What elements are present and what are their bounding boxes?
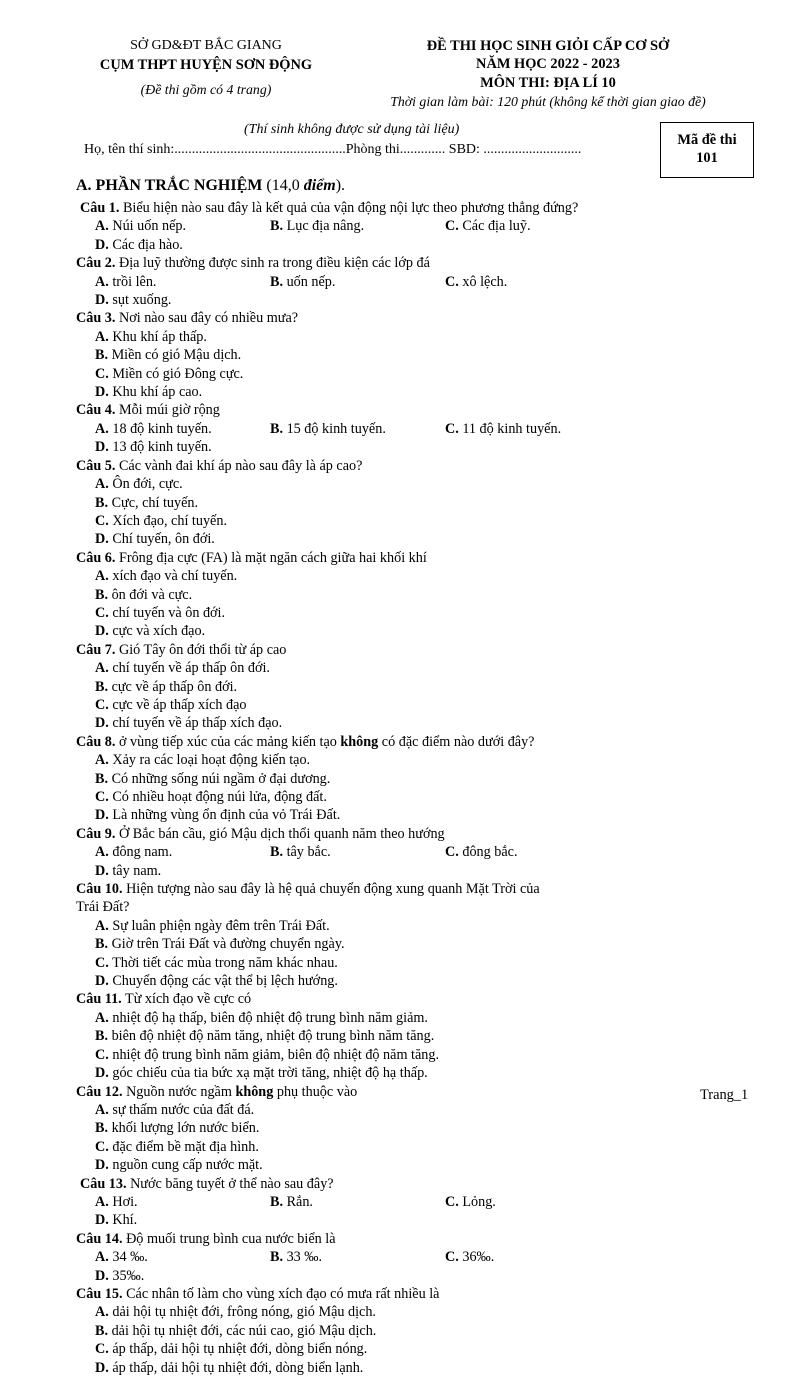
- option-text: Có những sống núi ngầm ở đại dương.: [108, 770, 331, 787]
- answer-options: [76, 273, 766, 310]
- question-item: [76, 1175, 766, 1230]
- question-number: Câu 4.: [76, 402, 116, 419]
- answer-option: [95, 1303, 745, 1321]
- option-text: Thời tiết các mùa trong năm khác nhau.: [108, 954, 338, 971]
- answer-option: [95, 843, 270, 861]
- option-label: A.: [95, 1101, 109, 1118]
- option-label: B.: [270, 1193, 284, 1210]
- question-text: Nơi nào sau đây có nhiều mưa?: [115, 310, 299, 327]
- question-list: [76, 199, 766, 1377]
- question-number: Câu 1.: [80, 200, 120, 216]
- option-label: A.: [95, 752, 109, 769]
- question-number: Câu 6.: [76, 549, 116, 566]
- answer-option: [95, 567, 445, 585]
- option-label: B.: [270, 218, 284, 235]
- option-text: Khu khí áp cao.: [108, 384, 203, 401]
- option-label: A.: [95, 844, 109, 861]
- option-text: 35‰.: [108, 1267, 145, 1284]
- answer-options: [76, 1248, 766, 1285]
- question-stem: [76, 457, 766, 475]
- answer-option: [95, 659, 445, 677]
- answer-option: [95, 1193, 270, 1211]
- question-text: Ở Bắc bán cầu, gió Mậu dịch thổi quanh năm theo hướng: [115, 825, 445, 842]
- option-text: 11 độ kinh tuyến.: [458, 420, 562, 437]
- option-text: 18 độ kinh tuyến.: [108, 420, 212, 437]
- option-text: Hơi.: [108, 1193, 138, 1210]
- answer-options: [76, 659, 766, 733]
- question-item: [76, 641, 766, 733]
- department-name: SỞ GD&ĐT BẮC GIANG: [130, 38, 282, 53]
- page-number: Trang_1: [700, 1087, 749, 1103]
- answer-option: [445, 420, 620, 438]
- page-count-note: (Đề thi gồm có 4 trang): [140, 81, 272, 97]
- option-label: A.: [95, 420, 109, 437]
- option-text: khối lượng lớn nước biển.: [108, 1120, 260, 1137]
- question-stem: [76, 1083, 766, 1101]
- answer-option: [95, 1101, 445, 1119]
- option-text: Chí tuyến, ôn đới.: [108, 531, 215, 548]
- answer-option: [95, 1340, 745, 1358]
- answer-option: [95, 935, 745, 953]
- option-text: cực và xích đạo.: [108, 623, 206, 640]
- answer-option: [95, 1322, 745, 1340]
- question-number: Câu 14.: [76, 1230, 123, 1247]
- answer-option: [95, 678, 445, 696]
- answer-option: [95, 622, 445, 640]
- option-text: chí tuyến và ôn đới.: [108, 604, 226, 621]
- answer-option: [270, 420, 445, 438]
- option-text: tây bắc.: [283, 844, 331, 861]
- answer-options: [76, 1009, 766, 1083]
- option-label: B.: [270, 420, 284, 437]
- answer-options: [76, 328, 766, 402]
- answer-options: [76, 751, 766, 825]
- option-text: đặc điểm bề mặt địa hình.: [108, 1138, 259, 1155]
- question-item: [76, 1230, 766, 1285]
- school-year: NĂM HỌC 2022 - 2023: [476, 56, 620, 73]
- answer-option: [95, 512, 445, 530]
- option-label: A.: [95, 1249, 109, 1266]
- option-text: xô lệch.: [458, 273, 508, 290]
- exam-title: ĐỀ THI HỌC SINH GIỎI CẤP CƠ SỞ: [426, 38, 670, 54]
- option-label: B.: [95, 1028, 109, 1045]
- option-label: A.: [95, 568, 109, 585]
- points-open: (14,0: [262, 177, 304, 194]
- option-text: Các địa hào.: [108, 236, 183, 253]
- option-label: C.: [445, 1249, 459, 1266]
- answer-option: [95, 291, 270, 309]
- answer-option: [95, 751, 745, 769]
- question-stem: [76, 1175, 766, 1193]
- option-label: B.: [270, 273, 284, 290]
- answer-option: [270, 843, 445, 861]
- header-left: [70, 37, 342, 99]
- no-documents-note: (Thí sinh không được sử dụng tài liệu): [244, 122, 460, 137]
- option-label: D.: [95, 1267, 109, 1284]
- answer-option: [95, 1211, 270, 1229]
- answer-option: [95, 217, 270, 235]
- question-emphasis: không: [235, 1083, 274, 1100]
- points-close: ).: [335, 177, 346, 194]
- time-limit: Thời gian làm bài: 120 phút (không kể thời gian giao đề): [390, 94, 706, 110]
- option-label: D.: [95, 715, 109, 732]
- answer-option: [270, 1193, 445, 1211]
- answer-option: [95, 954, 745, 972]
- question-item: [76, 825, 766, 880]
- answer-option: [95, 1248, 270, 1266]
- option-label: A.: [95, 660, 109, 677]
- question-number: Câu 11.: [76, 991, 122, 1008]
- option-text: sự thấm nước của đất đá.: [108, 1101, 255, 1118]
- answer-option: [270, 273, 445, 291]
- question-item: [76, 549, 766, 641]
- question-text: Mỗi múi giờ rộng: [115, 402, 220, 419]
- candidate-info-line: Họ, tên thí sinh:.................................................Phòng thi............. SBD: ............................: [84, 142, 582, 157]
- question-number: Câu 9.: [76, 825, 116, 842]
- option-label: C.: [95, 1341, 109, 1358]
- option-text: nhiệt độ hạ thấp, biên độ nhiệt độ trung bình năm giảm.: [108, 1009, 428, 1026]
- option-label: C.: [95, 1046, 109, 1063]
- option-label: C.: [445, 420, 459, 437]
- answer-option: [95, 1359, 745, 1377]
- question-text: Hiện tượng nào sau đây là hệ quả chuyển động xung quanh Mặt Trời của: [122, 881, 540, 898]
- option-label: D.: [95, 862, 109, 879]
- answer-options: [76, 1303, 766, 1377]
- answer-options: [76, 475, 766, 549]
- option-label: D.: [95, 439, 109, 456]
- option-text: cực về áp thấp xích đạo: [108, 696, 247, 713]
- question-text: Độ muối trung bình cua nước biển là: [122, 1230, 336, 1247]
- option-text: dải hội tụ nhiệt đới, các núi cao, gió Mậu dịch.: [108, 1322, 377, 1339]
- option-text: đông bắc.: [458, 844, 518, 861]
- option-text: Các địa luỹ.: [458, 218, 531, 235]
- answer-option: [95, 1009, 745, 1027]
- section-title: A. PHẦN TRẮC NGHIỆM: [76, 177, 263, 194]
- option-label: A.: [95, 328, 109, 345]
- answer-option: [95, 236, 270, 254]
- option-label: B.: [95, 770, 109, 787]
- question-number: Câu 8.: [76, 733, 116, 750]
- question-text: Nước băng tuyết ở thể nào sau đây?: [126, 1175, 334, 1192]
- answer-option: [95, 1027, 745, 1045]
- answer-options: [76, 843, 766, 880]
- question-stem: [76, 880, 766, 898]
- answer-option: [95, 862, 270, 880]
- option-label: A.: [95, 218, 109, 235]
- question-stem: [76, 641, 766, 659]
- question-text: Các nhân tố làm cho vùng xích đạo có mưa rất nhiều là: [122, 1285, 440, 1302]
- answer-option: [445, 1193, 620, 1211]
- option-text: đông nam.: [108, 844, 173, 861]
- answer-option: [95, 1046, 745, 1064]
- option-label: A.: [95, 1009, 109, 1026]
- option-label: A.: [95, 1304, 109, 1321]
- answer-option: [95, 346, 445, 364]
- question-number: Câu 7.: [76, 641, 116, 658]
- answer-options: [76, 917, 766, 991]
- answer-option: [445, 843, 620, 861]
- answer-option: [95, 1064, 745, 1082]
- option-text: Khu khí áp thấp.: [108, 328, 207, 345]
- header-right: [352, 37, 744, 112]
- option-text: xích đạo và chí tuyến.: [108, 568, 238, 585]
- option-text: biên độ nhiệt độ năm tăng, nhiệt độ trung bình năm tăng.: [108, 1028, 435, 1045]
- question-stem-continued: Trái Đất?: [76, 899, 130, 916]
- option-text: Miền có gió Mậu dịch.: [108, 347, 242, 364]
- cluster-name: CỤM THPT HUYỆN SƠN ĐỘNG: [99, 57, 313, 74]
- option-label: D.: [95, 292, 109, 309]
- option-text: Miền có gió Đông cực.: [108, 365, 244, 382]
- question-text: Frông địa cực (FA) là mặt ngăn cách giữa hai khối khí: [115, 549, 427, 566]
- option-label: C.: [445, 218, 459, 235]
- answer-option: [95, 806, 745, 824]
- answer-option: [95, 383, 445, 401]
- question-item: [76, 880, 766, 990]
- question-text: Biểu hiện nào sau đây là kết quả của vận động nội lực theo phương thẳng đứng?: [119, 200, 579, 216]
- option-label: D.: [95, 1065, 109, 1082]
- option-label: B.: [95, 586, 109, 603]
- option-label: D.: [95, 1157, 109, 1174]
- answer-option: [95, 1267, 270, 1285]
- answer-option: [95, 365, 445, 383]
- option-text: Lục địa nâng.: [283, 218, 365, 235]
- option-text: chí tuyến về áp thấp ôn đới.: [108, 660, 270, 677]
- option-text: 36‰.: [458, 1249, 495, 1266]
- answer-option: [445, 273, 620, 291]
- option-text: trồi lên.: [108, 273, 157, 290]
- question-number: Câu 10.: [76, 881, 123, 898]
- option-label: C.: [445, 273, 459, 290]
- option-label: B.: [95, 678, 109, 695]
- answer-options: [76, 567, 766, 641]
- option-label: D.: [95, 1212, 109, 1229]
- question-emphasis: không: [340, 733, 379, 750]
- question-text: ở vùng tiếp xúc của các mảng kiến tạo: [115, 733, 341, 750]
- answer-options: [76, 1193, 766, 1230]
- option-label: A.: [95, 1193, 109, 1210]
- option-text: góc chiếu của tia bức xạ mặt trời tăng, nhiệt độ hạ thấp.: [108, 1065, 428, 1082]
- option-text: Lỏng.: [458, 1193, 496, 1210]
- option-label: B.: [270, 1249, 284, 1266]
- option-text: Xích đạo, chí tuyến.: [108, 512, 227, 529]
- option-label: D.: [95, 807, 109, 824]
- answer-options: [76, 217, 766, 254]
- answer-option: [95, 328, 445, 346]
- exam-code-label: Mã đề thi: [677, 132, 737, 148]
- question-stem: [76, 254, 766, 272]
- section-points: [262, 177, 345, 194]
- question-number: Câu 13.: [80, 1175, 127, 1192]
- option-label: A.: [95, 273, 109, 290]
- question-stem: [76, 309, 766, 327]
- answer-options: [76, 1101, 766, 1175]
- option-label: C.: [445, 1193, 459, 1210]
- question-stem: [76, 1230, 766, 1248]
- answer-option: [95, 438, 270, 456]
- exam-code-box: [660, 122, 754, 178]
- question-item: [76, 457, 766, 549]
- option-text: Ôn đới, cực.: [108, 476, 183, 493]
- option-label: D.: [95, 973, 109, 990]
- answer-option: [95, 917, 745, 935]
- question-text: Gió Tây ôn đới thổi từ áp cao: [115, 641, 287, 658]
- section-heading: [76, 177, 345, 195]
- answer-option: [95, 770, 745, 788]
- question-item: [76, 733, 766, 825]
- option-text: Xảy ra các loại hoạt động kiến tạo.: [108, 752, 311, 769]
- question-stem: [76, 549, 766, 567]
- question-number: Câu 2.: [76, 255, 116, 272]
- exam-code-value: 101: [696, 150, 718, 166]
- option-label: C.: [95, 789, 109, 805]
- option-text: tây nam.: [108, 862, 162, 879]
- option-text: Khí.: [108, 1212, 138, 1229]
- option-label: C.: [95, 604, 109, 621]
- option-label: B.: [95, 347, 109, 364]
- option-text: Núi uốn nếp.: [108, 218, 187, 235]
- question-item: [76, 199, 766, 254]
- option-label: D.: [95, 623, 109, 640]
- option-label: A.: [95, 476, 109, 493]
- question-text: Từ xích đạo về cực có: [121, 991, 252, 1008]
- points-unit: điểm: [303, 177, 336, 194]
- option-label: B.: [95, 494, 109, 511]
- option-text: nhiệt độ trung bình năm giảm, biên độ nhiệt độ năm tăng.: [108, 1046, 439, 1063]
- question-text: Địa luỹ thường được sinh ra trong điều kiện các lớp đá: [115, 255, 430, 272]
- option-text: Cực, chí tuyến.: [108, 494, 199, 511]
- question-text-end: phụ thuộc vào: [273, 1083, 358, 1100]
- option-label: D.: [95, 236, 109, 253]
- option-label: C.: [95, 365, 109, 382]
- answer-option: [270, 1248, 445, 1266]
- option-text: chí tuyến về áp thấp xích đạo.: [108, 715, 283, 732]
- option-label: C.: [95, 1138, 109, 1155]
- question-text-end: có đặc điểm nào dưới đây?: [378, 733, 535, 750]
- answer-option: [95, 475, 445, 493]
- option-label: D.: [95, 384, 109, 401]
- option-text: cực về áp thấp ôn đới.: [108, 678, 238, 695]
- question-stem: [76, 990, 766, 1008]
- option-text: Sự luân phiện ngày đêm trên Trái Đất.: [108, 917, 330, 934]
- question-number: Câu 5.: [76, 457, 116, 474]
- answer-option: [95, 696, 445, 714]
- answer-options: [76, 420, 766, 457]
- answer-option: [95, 586, 445, 604]
- answer-option: [445, 217, 620, 235]
- answer-option: [95, 420, 270, 438]
- subject-title: MÔN THI: ĐỊA LÍ 10: [480, 74, 616, 91]
- option-label: C.: [95, 512, 109, 529]
- question-number: Câu 15.: [76, 1285, 123, 1302]
- option-label: D.: [95, 1359, 109, 1376]
- answer-option: [95, 1156, 445, 1174]
- option-label: B.: [95, 936, 109, 953]
- option-label: C.: [95, 696, 109, 713]
- option-text: 33 ‰.: [283, 1249, 323, 1266]
- question-stem: [76, 733, 766, 751]
- question-item: [76, 309, 766, 401]
- answer-option: [95, 1119, 445, 1137]
- question-number: Câu 3.: [76, 310, 116, 327]
- option-label: C.: [445, 844, 459, 861]
- option-text: áp thấp, dải hội tụ nhiệt đới, dòng biển lạnh.: [108, 1359, 364, 1376]
- question-item: [76, 1285, 766, 1377]
- answer-option: [95, 530, 445, 548]
- option-label: B.: [95, 1120, 109, 1137]
- question-item: [76, 990, 766, 1082]
- question-text: Các vành đai khí áp nào sau đây là áp cao?: [115, 457, 363, 474]
- option-text: 13 độ kinh tuyến.: [108, 439, 212, 456]
- option-text: nguồn cung cấp nước mặt.: [108, 1157, 263, 1174]
- question-text: Nguồn nước ngầm: [122, 1083, 236, 1100]
- question-stem: [76, 401, 766, 419]
- answer-option: [95, 494, 445, 512]
- question-stem: [76, 1285, 766, 1303]
- option-text: áp thấp, dải hội tụ nhiệt đới, dòng biển nóng.: [108, 1341, 368, 1358]
- answer-option: [445, 1248, 620, 1266]
- answer-option: [270, 217, 445, 235]
- question-item: [76, 401, 766, 456]
- option-label: D.: [95, 531, 109, 548]
- option-text: 34 ‰.: [108, 1249, 148, 1266]
- question-stem: [76, 199, 766, 217]
- question-number: Câu 12.: [76, 1083, 123, 1100]
- option-label: B.: [95, 1322, 109, 1339]
- question-stem: [76, 825, 766, 843]
- option-text: Chuyển động các vật thể bị lệch hướng.: [108, 973, 338, 990]
- option-text: uốn nếp.: [283, 273, 336, 290]
- option-label: C.: [95, 954, 109, 971]
- answer-option: [95, 604, 445, 622]
- option-text: Rắn.: [283, 1193, 313, 1210]
- option-text: Giờ trên Trái Đất và đường chuyển ngày.: [108, 936, 345, 953]
- option-text: Là những vùng ổn định của vỏ Trái Đất.: [108, 807, 341, 824]
- option-label: B.: [270, 844, 284, 861]
- option-text: ôn đới và cực.: [108, 586, 193, 603]
- option-label: A.: [95, 917, 109, 934]
- option-text: Có nhiều hoạt động núi lửa, động đất.: [108, 789, 327, 805]
- question-item: [76, 254, 766, 309]
- option-text: dải hội tụ nhiệt đới, frông nóng, gió Mậu dịch.: [108, 1304, 376, 1321]
- option-text: 15 độ kinh tuyến.: [283, 420, 386, 437]
- answer-option: [95, 972, 745, 990]
- question-item: [76, 1083, 766, 1175]
- answer-option: [95, 714, 445, 732]
- answer-option: [95, 1138, 445, 1156]
- answer-option: [95, 788, 745, 806]
- option-text: sụt xuống.: [108, 292, 172, 309]
- answer-option: [95, 273, 270, 291]
